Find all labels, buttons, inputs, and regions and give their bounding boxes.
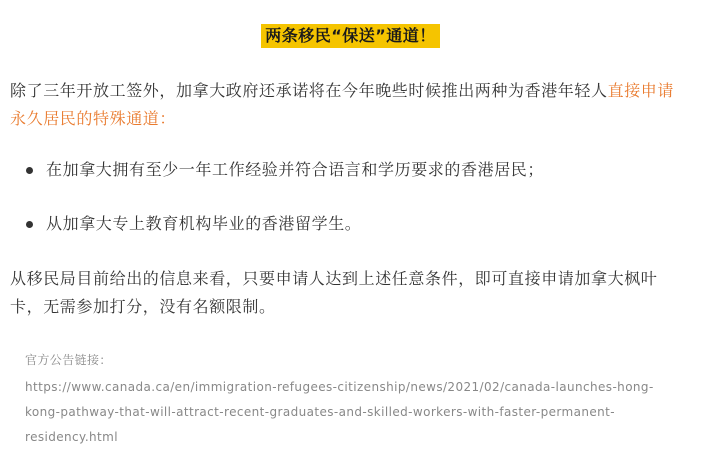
- heading-container: [0, 24, 701, 48]
- source-label: 官方公告链接：: [25, 353, 112, 367]
- requirements-list: [0, 156, 690, 238]
- bullet-dot-icon: [26, 221, 33, 228]
- list-item-text: 在加拿大拥有至少一年工作经验并符合语言和学历要求的香港居民；: [46, 160, 545, 179]
- source-url-line[interactable]: kong-pathway-that-will-attract-recent-graduates-and-skilled-workers-with-faster-permanent-: [25, 405, 615, 419]
- list-item-text: 从加拿大专上教育机构毕业的香港留学生。: [46, 214, 362, 233]
- list-item: [0, 210, 690, 238]
- intro-text: 除了三年开放工签外，加拿大政府还承诺将在今年晚些时候推出两种为香港年轻人: [10, 81, 608, 100]
- list-item: [0, 156, 690, 184]
- conclusion-paragraph: 从移民局目前给出的信息来看，只要申请人达到上述任意条件，即可直接申请加拿大枫叶卡，无需参加打分，没有名额限制。: [10, 269, 658, 316]
- intro-highlight: 直接申请永久居民的特殊通道：: [10, 81, 675, 128]
- intro-paragraph: [10, 77, 690, 133]
- source-url-line[interactable]: https://www.canada.ca/en/immigration-refugees-citizenship/news/2021/02/canada-launches-hong-: [25, 380, 654, 394]
- source-link[interactable]: [25, 375, 685, 450]
- source-url-line[interactable]: residency.html: [25, 430, 118, 444]
- bullet-dot-icon: [26, 167, 33, 174]
- article-heading: 两条移民“保送”通道！: [261, 24, 440, 48]
